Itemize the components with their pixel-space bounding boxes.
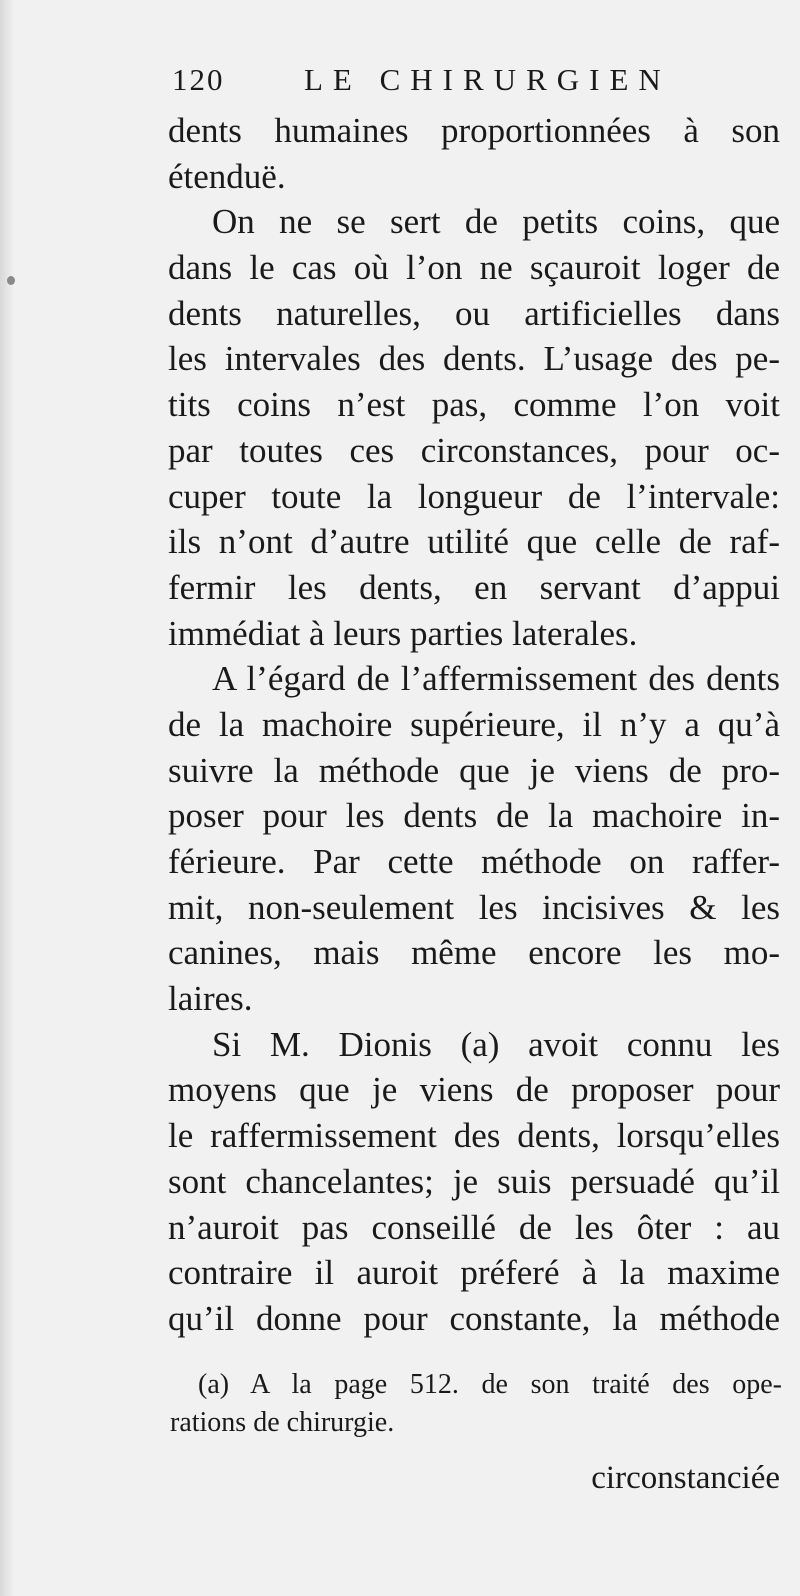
ink-spot	[7, 276, 15, 285]
text-line: les intervales des dents. L’usage des pe-	[168, 339, 780, 379]
text-line: ils n’ont d’autre utilité que celle de raf-	[168, 522, 780, 562]
text-line: Si M. Dionis (a) avoit connu les	[212, 1024, 780, 1064]
text-line: moyens que je viens de proposer pour	[168, 1070, 780, 1110]
footnote	[170, 1366, 782, 1442]
page-number: 120	[172, 62, 225, 97]
running-title: LE CHIRURGIEN	[304, 62, 671, 97]
text-line: le raffermissement des dents, lorsqu’elles	[168, 1116, 780, 1156]
catchword: circonstanciée	[591, 1460, 780, 1496]
text-line: immédiat à leurs parties laterales.	[168, 613, 638, 653]
text-line: qu’il donne pour constante, la méthode	[168, 1298, 780, 1338]
text-line: férieure. Par cette méthode on raffer-	[168, 842, 780, 881]
text-line: poser pour les dents de la machoire in-	[168, 796, 780, 836]
text-line: mit, non-seulement les incisives & les	[168, 887, 780, 927]
text-line: laires.	[168, 979, 253, 1019]
text-line: canines, mais même encore les mo-	[168, 933, 780, 973]
text-line: de la machoire supérieure, il n’y a qu’à	[168, 704, 780, 744]
footnote-line: rations de chirurgie.	[170, 1407, 395, 1438]
text-line: dans le cas où l’on ne sçauroit loger de	[168, 248, 780, 288]
text-line: dents naturelles, ou artificielles dans	[168, 293, 780, 333]
text-line: n’auroit pas conseillé de les ôter : au	[168, 1207, 780, 1247]
body-text	[168, 108, 780, 1342]
text-line: par toutes ces circonstances, pour oc-	[168, 430, 780, 470]
text-line: sont chancelantes; je suis persuadé qu’il	[168, 1161, 780, 1201]
gutter-shadow	[0, 0, 14, 1596]
footnote-line: (a) A la page 512. de son traité des ope-	[198, 1369, 782, 1400]
text-line: On ne se sert de petits coins, que	[212, 202, 780, 242]
running-header	[172, 62, 772, 104]
text-line: tits coins n’est pas, comme l’on voit	[168, 385, 780, 425]
text-line: cuper toute la longueur de l’intervale:	[168, 476, 780, 516]
text-line: dents humaines proportionnées à son	[168, 111, 780, 150]
text-line: suivre la méthode que je viens de pro-	[168, 750, 780, 790]
text-line: A l’égard de l’affermissement des dents	[212, 659, 780, 699]
text-line: étenduë.	[168, 156, 286, 196]
text-line: fermir les dents, en servant d’appui	[168, 567, 780, 607]
text-line: contraire il auroit préferé à la maxime	[168, 1253, 780, 1293]
